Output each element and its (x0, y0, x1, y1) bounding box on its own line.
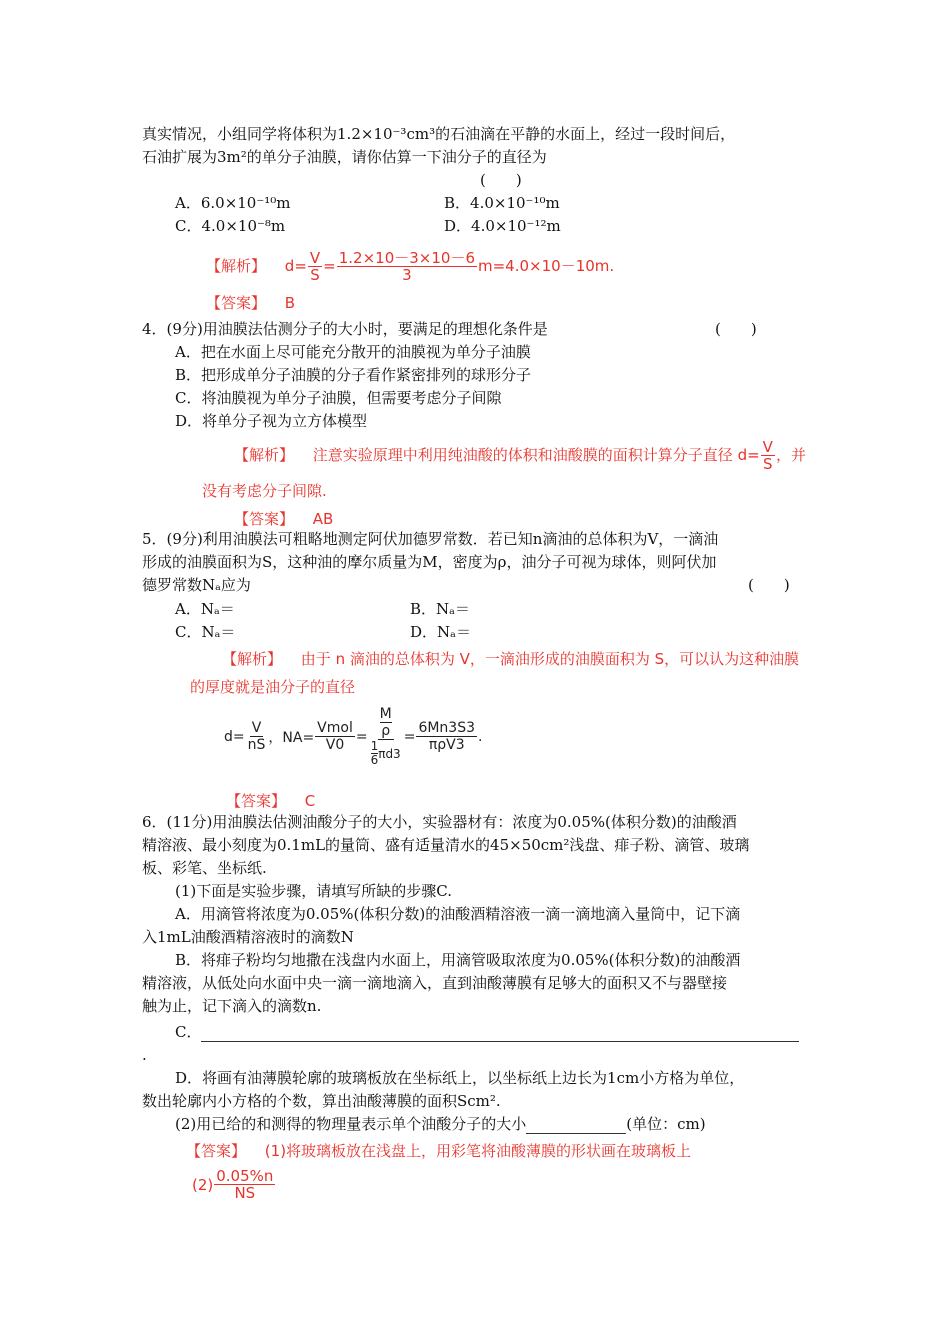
q5-option-b: B．Nₐ＝ (410, 600, 470, 618)
q3-option-c: C．4.0×10⁻⁸m (175, 217, 286, 235)
formula-result: m=4.0×10－10m. (478, 257, 615, 275)
analysis-tag: 【解析】 (206, 257, 267, 275)
q6-step-a-line2: 入1mL油酸酒精溶液时的滴数N (142, 928, 354, 946)
q5-bracket: ( ) (748, 576, 790, 594)
q5-answer (226, 790, 315, 811)
q5-line1: 5．(9分)利用油膜法可粗略地测定阿伏加德罗常数．若已知n滴油的总体积为V，一滴油 (142, 530, 719, 548)
q6-step-b-line2: 精溶液，从低处向水面中央一滴一滴地滴入，直到油酸薄膜有足够大的面积又不与器壁接 (142, 974, 728, 992)
q6-step-d-line2: 数出轮廓内小方格的个数，算出油酸薄膜的面积Scm². (142, 1092, 501, 1110)
fraction-computation: $\frac{1.2\times 10-3\times 10-6}{3}$ (338, 249, 475, 284)
part2-blank[interactable] (526, 1119, 626, 1134)
formula-lhs: d= (284, 257, 307, 275)
q5-option-d: D．Nₐ＝ (410, 623, 471, 641)
q4-bracket: ( ) (715, 320, 757, 338)
q3-option-a: A．6.0×10⁻¹⁰m (175, 194, 291, 212)
q6-line1: 6．(11分)用油膜法估测油酸分子的大小，实验器材有：浓度为0.05%(体积分数)的油酸酒 (142, 813, 737, 831)
q5-option-a: A．Nₐ＝ (175, 600, 235, 618)
q3-option-b: B．4.0×10⁻¹⁰m (444, 194, 560, 212)
answer-tag: 【答案】 (186, 1142, 247, 1160)
answer-tag: 【答案】 (234, 510, 295, 528)
q4-answer (234, 508, 333, 529)
q6-line2: 精溶液、最小刻度为0.1mL的量筒、盛有适量清水的45×50cm²浅盘、痱子粉、滴管、玻璃 (142, 836, 750, 854)
q5-formula: d= $\frac{V}{nS}$ ，NA= $\frac{\text{Vmol}}{V0}$ = M ρ 1 6 πd3 = $\frac{6Mn3S3}{\text{πρV3}}$ . (224, 706, 483, 767)
analysis-tag: 【解析】 (222, 650, 283, 668)
q6-line3: 板、彩笔、坐标纸. (142, 859, 267, 877)
q6-step-a-line1: A．用滴管将浓度为0.05%(体积分数)的油酸酒精溶液一滴一滴地滴入量筒中，记下滴 (175, 905, 741, 923)
q6-answer (186, 1140, 691, 1161)
q4-option-c: C．将油膜视为单分子油膜，但需要考虑分子间隙 (175, 389, 502, 407)
q4-option-d: D．将单分子视为立方体模型 (175, 412, 368, 430)
fraction-d: $\frac{V}{nS}$ (247, 720, 266, 753)
answer-value: B (284, 294, 296, 312)
answer-part1: (1)将玻璃板放在浅盘上，用彩笔将油酸薄膜的形状画在玻璃板上 (264, 1142, 692, 1160)
q3-answer (206, 292, 295, 313)
q3-analysis: 【解析】 d= $\frac{V}{S}$ = $\frac{1.2\times 10-3\times 10-6}{3}$ m=4.0×10－10m. (206, 249, 615, 284)
fraction-vmol: $\frac{\text{Vmol}}{V0}$ (317, 720, 353, 753)
answer-value: C (304, 792, 316, 810)
fraction-v-over-s: $\frac{V}{S}$ (309, 249, 321, 284)
q3-option-d: D．4.0×10⁻¹²m (444, 217, 561, 235)
q3-bracket: ( ) (480, 171, 522, 189)
q6-part1: (1)下面是实验步骤，请填写所缺的步骤C. (175, 882, 452, 900)
fraction-result: $\frac{6Mn3S3}{\text{πρV3}}$ (418, 720, 475, 753)
q6-step-c: C． (175, 1022, 799, 1042)
answer-tag: 【答案】 (206, 294, 267, 312)
answer-value: AB (312, 510, 334, 528)
q6-part2: (2)用已给的和测得的物理量表示单个油酸分子的大小 (单位：cm) (175, 1115, 706, 1133)
q4-option-a: A．把在水面上尽可能充分散开的油膜视为单分子油膜 (175, 343, 531, 361)
analysis-text: 由于 n 滴油的总体积为 V，一滴油形成的油膜面积为 S，可以认为这种油膜 (300, 650, 800, 668)
fraction-compound: M ρ 1 6 πd3 (370, 706, 401, 767)
q5-analysis (222, 648, 799, 669)
q6-answer-part2: (2) $\frac{0.05\%n}{NS}$ (192, 1167, 274, 1202)
analysis-tag: 【解析】 (234, 446, 295, 464)
q4-stem: 4．(9分)用油膜法估测分子的大小时，要满足的理想化条件是 (142, 320, 548, 338)
q3-line2: 石油扩展为3m²的单分子油膜，请你估算一下油分子的直径为 (142, 148, 547, 166)
fraction-answer: $\frac{0.05\%n}{NS}$ (216, 1167, 274, 1202)
q5-analysis-line2: 的厚度就是油分子的直径 (190, 678, 356, 696)
q4-analysis-line2: 没有考虑分子间隙. (202, 482, 327, 500)
step-c-blank[interactable] (201, 1027, 799, 1042)
q3-line1: 真实情况，小组同学将体积为1.2×10⁻³cm³的石油滴在平静的水面上，经过一段时间后， (142, 125, 736, 143)
answer-tag: 【答案】 (226, 792, 287, 810)
q5-option-c: C．Nₐ＝ (175, 623, 236, 641)
q6-step-b-line3: 触为止，记下滴入的滴数n. (142, 997, 322, 1015)
q4-option-b: B．把形成单分子油膜的分子看作紧密排列的球形分子 (175, 366, 532, 384)
q6-step-b-line1: B．将痱子粉均匀地撒在浅盘内水面上，用滴管吸取浓度为0.05%(体积分数)的油酸酒 (175, 951, 741, 969)
fraction-v-over-s: $\frac{V}{S}$ (762, 438, 773, 473)
q5-line3: 德罗常数Nₐ应为 (142, 576, 251, 594)
q6-step-d-line1: D．将画有油薄膜轮廓的玻璃板放在坐标纸上，以坐标纸上边长为1cm小方格为单位， (175, 1069, 745, 1087)
q6-step-c-end: . (142, 1046, 147, 1064)
q4-analysis: 【解析】 注意实验原理中利用纯油酸的体积和油酸膜的面积计算分子直径 d= $\frac{V}{S}$ ，并 (234, 438, 806, 473)
analysis-text: 注意实验原理中利用纯油酸的体积和油酸膜的面积计算分子直径 d= (312, 446, 760, 464)
q5-line2: 形成的油膜面积为S，这种油的摩尔质量为M，密度为ρ，油分子可视为球体，则阿伏加 (142, 553, 717, 571)
